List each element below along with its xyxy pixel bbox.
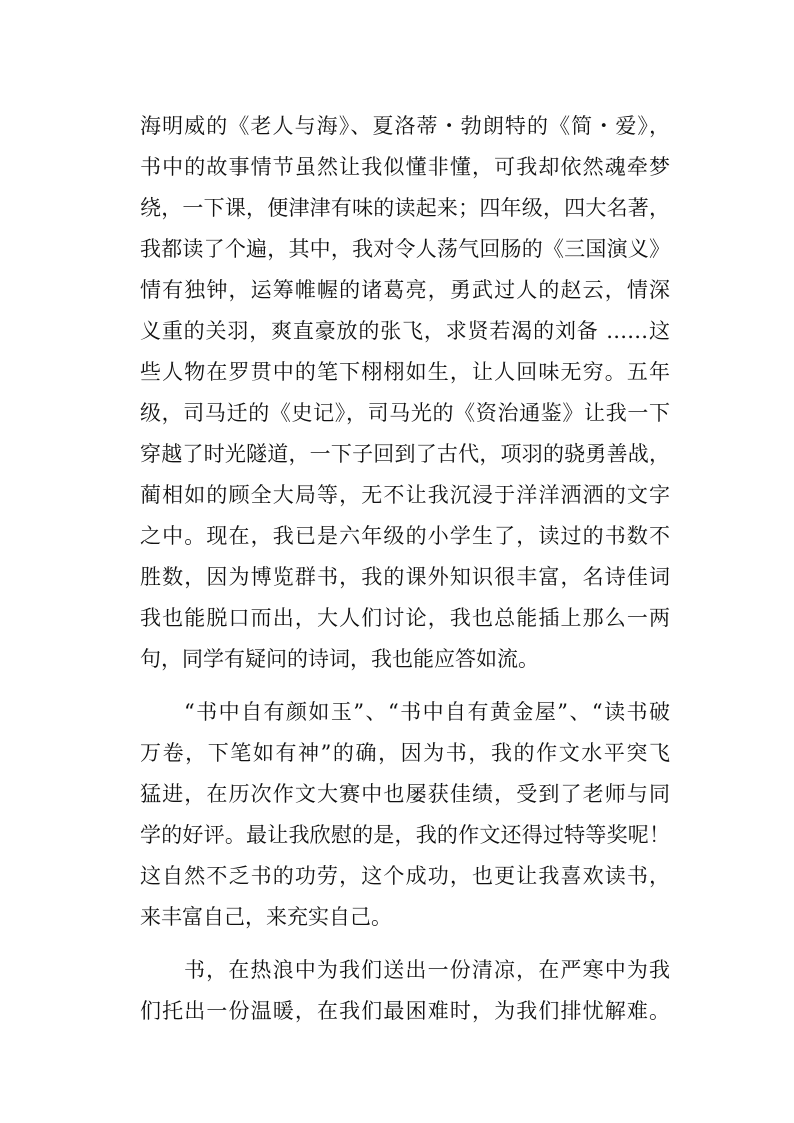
text-line: 万卷，下笔如有神”的确，因为书，我的作文水平突飞 <box>140 741 670 765</box>
text-line: 学的好评。最让我欣慰的是，我的作文还得过特等奖呢！ <box>140 823 670 847</box>
text-line: 级，司马迁的《史记》，司马光的《资治通鉴》让我一下 <box>140 401 670 425</box>
text-line: 猛进，在历次作文大赛中也屡获佳绩，受到了老师与同 <box>140 782 670 806</box>
text-line: 穿越了时光隧道，一下子回到了古代，项羽的骁勇善战， <box>140 442 670 466</box>
document-body <box>140 106 670 1032</box>
text-line: “书中自有颜如玉”、“书中自有黄金屋”、“读书破 <box>184 700 670 724</box>
text-line: 义重的关羽，爽直豪放的张飞，求贤若渴的刘备 ……这 <box>140 319 670 343</box>
text-line: 我都读了个遍，其中，我对令人荡气回肠的《三国演义》 <box>140 237 670 261</box>
text-line: 书中的故事情节虽然让我似懂非懂，可我却依然魂牵梦 <box>140 155 670 179</box>
text-line: 来丰富自己，来充实自己。 <box>140 905 392 929</box>
text-line: 句，同学有疑问的诗词，我也能应答如流。 <box>140 647 539 671</box>
paragraph-gap <box>140 938 670 950</box>
text-line: 绕，一下课，便津津有味的读起来；四年级，四大名著， <box>140 196 670 220</box>
paragraph-gap <box>140 680 670 692</box>
text-line: 之中。现在，我已是六年级的小学生了，读过的书数不 <box>140 524 670 548</box>
text-line: 书，在热浪中为我们送出一份清凉，在严寒中为我 <box>184 958 670 982</box>
text-line: 海明威的《老人与海》、夏洛蒂・勃朗特的《简・爱》， <box>140 114 670 138</box>
text-line: 们托出一份温暖，在我们最困难时，为我们排忧解难。 <box>140 999 670 1023</box>
text-line: 我也能脱口而出，大人们讨论，我也总能插上那么一两 <box>140 606 670 630</box>
text-line: 胜数，因为博览群书，我的课外知识很丰富，名诗佳词 <box>140 565 670 589</box>
paragraph-2 <box>140 692 670 938</box>
text-line: 情有独钟，运筹帷幄的诸葛亮，勇武过人的赵云，情深 <box>140 278 670 302</box>
paragraph-1 <box>140 106 670 680</box>
text-line: 这自然不乏书的功劳，这个成功，也更让我喜欢读书， <box>140 864 670 888</box>
text-line: 些人物在罗贯中的笔下栩栩如生，让人回味无穷。五年 <box>140 360 670 384</box>
paragraph-3 <box>140 950 670 1032</box>
text-line: 蔺相如的顾全大局等，无不让我沉浸于洋洋洒洒的文字 <box>140 483 670 507</box>
